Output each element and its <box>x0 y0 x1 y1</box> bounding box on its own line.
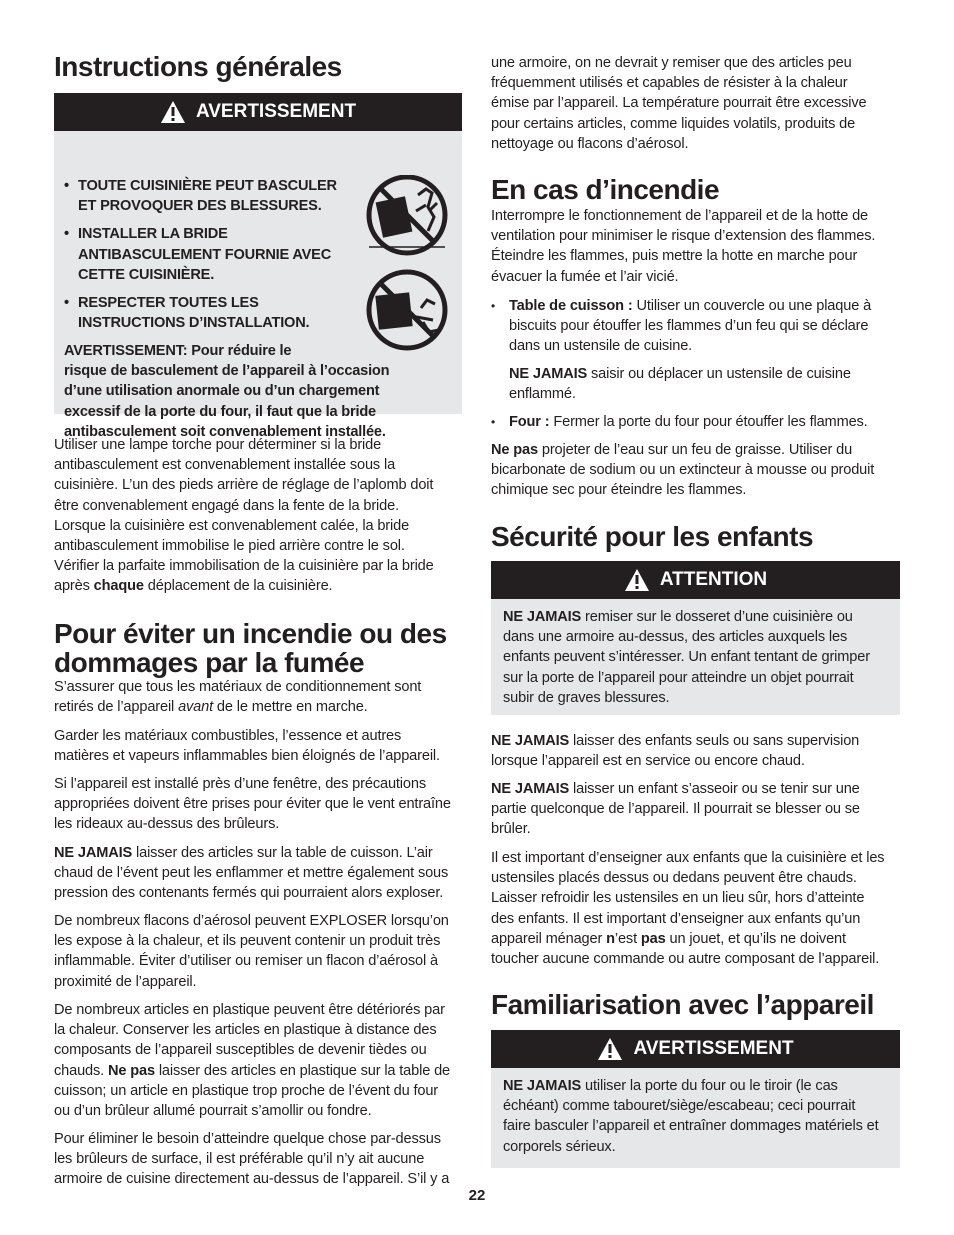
warning-triangle-icon <box>597 1037 623 1061</box>
attention-label: ATTENTION <box>659 569 768 590</box>
paragraph-reach: Pour éliminer le besoin d’atteindre quelque chose par-dessus les brûleurs de surface, il est préférable qu’il n’y ait aucune armoire de cuisine directement au-dessus de l’appareil. S’il y a <box>54 1131 450 1188</box>
attention-box <box>491 561 900 715</box>
paragraph-kids-alone: NE JAMAIS laisser des enfants seuls ou sans supervision lorsque l’appareil est en service ou encore chaud. <box>491 733 860 770</box>
warning-header <box>54 93 462 131</box>
bullet-oven: • Four : Fermer la porte du four pour étouffer les flammes. <box>491 412 903 432</box>
bullet-cooktop: • Table de cuisson : Utiliser un couvercle ou une plaque à biscuits pour étouffer les flammes d’un feu qui se déclare dans un ustensile de cuisine. <box>491 296 903 357</box>
child-climbing-door-prohibited-icon <box>363 268 453 352</box>
warning-triangle-icon <box>160 100 186 124</box>
warning-text-2: NE JAMAIS utiliser la porte du four ou le tiroir (le cas échéant) comme tabouret/siège/escabeau; ceci pourrait faire basculer l’appareil et entraîner dommages matériels et corporels sérieux. <box>491 1068 900 1168</box>
paragraph-never-cooktop: NE JAMAIS laisser des articles sur la table de cuisson. L’air chaud de l’évent peut les enflammer et mettre également sous pression des contenants fermés qui pourraient alors exploser. <box>54 845 449 902</box>
range-tipping-prohibited-icon <box>363 175 453 259</box>
warning-bullet: • TOUTE CUISINIÈRE PEUT BASCULER ET PROVOQUER DES BLESSURES. <box>54 176 354 216</box>
section-title-general: Instructions générales <box>54 51 342 82</box>
warning-bullet: • INSTALLER LA BRIDE ANTIBASCULEMENT FOURNIE AVEC CETTE CUISINIÈRE. <box>54 224 354 285</box>
warning-label: AVERTISSEMENT <box>195 101 357 122</box>
page-number: 22 <box>468 1187 486 1204</box>
warning-triangle-icon <box>624 568 650 592</box>
section-title-child-safety: Sécurité pour les enfants <box>491 521 814 552</box>
paragraph-plastic: De nombreux articles en plastique peuvent être détériorés par la chaleur. Conserver les articles en plastique à distance des composants de l’appareil susceptibles de devenir tièdes ou chauds. Ne pas laisser des articles en plastique sur la table de cuisson; un article en plastique trop proche de l’évent du four ou d’un brûleur allumé pourrait s’amollir ou fondre. <box>54 1002 451 1120</box>
warning-note: AVERTISSEMENT: Pour réduire le risque de basculement de l’appareil à l’occasion d’une utilisation anormale ou d’un chargement excessif de la porte du four, il faut que la bride antibasculement soit convenablement installée. <box>64 343 390 440</box>
paragraph-fire: Interrompre le fonctionnement de l’appareil et de la hotte de ventilation pour minimiser le risque d’extension des flammes. Éteindre les flammes, puis mettre la hotte en marche pour évacuer la fumée et l’air vicié. <box>491 208 876 285</box>
attention-text: NE JAMAIS remiser sur le dosseret d’une cuisinière ou dans une armoire au-dessus, des articles auxquels les enfants peuvent s’intéresser. Un enfant tentant de grimper sur la porte de l’appareil pour atteindre un objet pourrait subir de graves blessures. <box>491 599 900 715</box>
warning-bullet: • RESPECTER TOUTES LES INSTRUCTIONS D’INSTALLATION. <box>54 293 354 333</box>
paragraph-teach: Il est important d’enseigner aux enfants que la cuisinière et les ustensiles placés dessus ou dedans peuvent être chauds. Laisser refroidir les ustensiles en un lieu sûr, hors d’atteinte des enfants. Il est important d’enseigner aux enfants qu’un appareil ménager n’est pas un jouet, et qu’ils ne doivent toucher aucune commande ou autre composant de l’appareil. <box>491 850 885 968</box>
warning-header-2 <box>491 1030 900 1068</box>
paragraph-window: Si l’appareil est installé près d’une fenêtre, des précautions appropriées doivent être prises pour éviter que le vent entraîne les rideaux au-dessus des brûleurs. <box>54 776 451 833</box>
paragraph-combustibles: Garder les matériaux combustibles, l’essence et autres matières et vapeurs inflammables bien éloignés de l’appareil. <box>54 728 440 765</box>
paragraph-water: Ne pas projeter de l’eau sur un feu de graisse. Utiliser du bicarbonate de sodium ou un extincteur à mousse ou produit chimique sec pour éteindre les flammes. <box>491 442 875 499</box>
paragraph-aerosol: De nombreux flacons d’aérosol peuvent EXPLOSER lorsqu’on les expose à la chaleur, et ils peuvent contenir un produit très inflammable. Éviter d’utiliser ou remiser un flacon d’aérosol à proximité de l’appareil. <box>54 913 449 990</box>
section-title-familiarization: Familiarisation avec l’appareil <box>491 989 874 1020</box>
paragraph-torch: Utiliser une lampe torche pour déterminer si la bride antibasculement est convenablement installée sous la cuisinière. L’un des pieds arrière de réglage de l’aplomb doit être convenablement engagé dans la fente de la bride. Lorsque la cuisinière est convenablement calée, la bride antibasculement immobilise le pied arrière contre le sol. Vérifier la parfaite immobilisation de la cuisinière par la bride après chaque déplacement de la cuisinière. <box>54 437 434 595</box>
section-title-fire-smoke: Pour éviter un incendie ou des dommages par la fumée <box>54 618 447 678</box>
bullet-cooktop-never: NE JAMAIS saisir ou déplacer un ustensile de cuisine enflammé. <box>509 366 851 403</box>
warning-box-2 <box>491 1030 900 1168</box>
paragraph-packaging: S’assurer que tous les matériaux de conditionnement sont retirés de l’appareil avant de le mettre en marche. <box>54 679 422 716</box>
attention-header <box>491 561 900 599</box>
warning-label-2: AVERTISSEMENT <box>633 1038 794 1059</box>
section-title-fire: En cas d’incendie <box>491 174 720 205</box>
paragraph-kids-sit: NE JAMAIS laisser un enfant s’asseoir ou se tenir sur une partie quelconque de l’appareil. Il pourrait se blesser ou se brûler. <box>491 781 860 838</box>
warning-box <box>54 93 462 440</box>
paragraph-continued: une armoire, on ne devrait y remiser que des articles peu fréquemment utilisés et capables de résister à la chaleur émise par l’appareil. La température pourrait être excessive pour certains articles, comme liquides volatils, produits de nettoyage ou flacons d’aérosol. <box>491 55 867 152</box>
